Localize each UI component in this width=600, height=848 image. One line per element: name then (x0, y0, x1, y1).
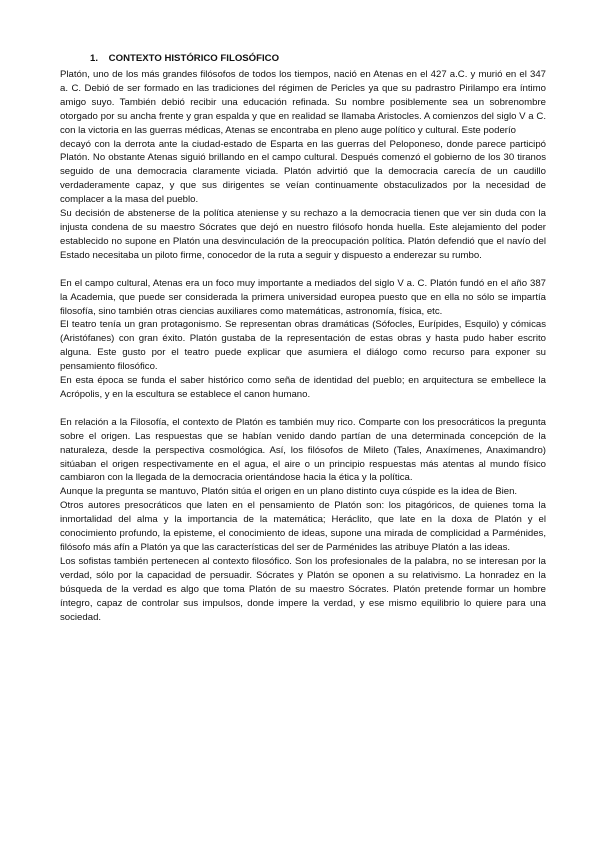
paragraph-academy: En el campo cultural, Atenas era un foco muy importante a mediados del siglo V a. C. Platón fundó en el año 387 la Academia, que puede ser considerada la primera universidad europea puesto que en ella no sólo se impartía filosofía, sino también otras ciencias auxiliares como matemáticas, astronomía, física, etc. (60, 277, 546, 317)
paragraph-philosophy: En relación a la Filosofía, el contexto de Platón es también muy rico. Comparte con los presocráticos la pregunta sobre el origen. Las respuestas que se habían venido dando partían de una determinada concepción de la naturaleza, desde la perspectiva cosmológica. Así, los filósofos de Mileto (Tales, Anaxímenes, Anaximandro) sitúaban el origen respectivamente en el agua, el aire o un principio respuestas más atentas al mundo físico cambiaron con la llegada de la democracia orientándose hacia la ética y la política. (60, 416, 546, 484)
section-heading (90, 52, 546, 66)
paragraph-good: Aunque la pregunta se mantuvo, Platón sitúa el origen en un plano distinto cuya cúspide es la idea de Bien. (60, 486, 518, 498)
paragraph-decline: decayó con la derrota ante la ciudad-estado de Esparta en las guerras del Peloponeso, donde parece participó Platón. No obstante Atenas siguió brillando en el campo cultural. Después comenzó el gobierno de los 30 tiranos seguido de una democracia claramente viciada. Platón advirtió que la democracia carecía de un caudillo verdaderamente capaz, y que sus dirigentes se veían continuamente obstaculizados por la necesidad de complacer a la masa del pueblo. (60, 138, 546, 206)
section-title: CONTEXTO HISTÓRICO FILOSÓFICO (108, 53, 280, 64)
paragraph-presocratics: Otros autores presocráticos que laten en el pensamiento de Platón son: los pitagóricos, de quienes toma la inmortalidad del alma y la importancia de la matemática; Heráclito, que late en la doxa de Platón y el conocimiento profundo, la episteme, el conocimiento de ideas, supone una mirada de complicidad a Parménides, filósofo más afín a Platón ya que las características del ser de Parménides las atribuye Platón a las ideas. (60, 500, 546, 553)
paragraph-politics: Su decisión de abstenerse de la política ateniense y su rechazo a la democracia tienen que ver sin duda con la injusta condena de su maestro Sócrates que dejó en nuestro filósofo honda huella. Este alejamiento del poder establecido no supone en Platón una desvinculación de la preocupación política. Platón defendió que el navío del Estado necesitaba un piloto firme, conocedor de la ruta a seguir y dispuesto a enderezar su rumbo. (60, 208, 546, 261)
paragraph-theater: El teatro tenía un gran protagonismo. Se representan obras dramáticas (Sófocles, Eurípides, Esquilo) y cómicas (Aristófanes) con gran éxito. Platón gustaba de la representación de estas obras y hasta pudo haber escrito alguna. Este gusto por el teatro puede explicar que asumiera el diálogo como recurso para exponer su pensamiento filosófico. (60, 319, 546, 373)
paragraph-sophists: Los sofistas también pertenecen al contexto filosófico. Son los profesionales de la palabra, no se interesan por la verdad, sólo por la capacidad de persuadir. Sócrates y Platón se oponen a su relativismo. La honradez en la búsqueda de la verdad es algo que toma Platón de su maestro Sócrates. Platón pretende formar un hombre íntegro, capaz de controlar sus impulsos, donde impere la verdad, y ese mismo equilibrio lo quiere para una sociedad. (60, 555, 546, 623)
section-number: 1. (90, 53, 99, 64)
paragraph-spacer (60, 263, 546, 277)
document-page (60, 52, 546, 624)
paragraph-history: En esta época se funda el saber histórico como seña de identidad del pueblo; en arquitectura se embellece la Acrópolis, y en la escultura se establece el canon humano. (60, 375, 546, 400)
paragraph-spacer (60, 402, 546, 416)
paragraph-biography: Platón, uno de los más grandes filósofos de todos los tiempos, nació en Atenas en el 427 a.C. y murió en el 347 a. C. Debió de ser formado en las tradiciones del régimen de Pericles ya que su padrastro Pirilampo era íntimo amigo suyo. También debió recibir una educación refinada. Su nombre posiblemente sea un sobrenombre otorgado por su ancha frente y gran espalda y que en realidad se llamaba Aristocles. A comienzos del siglo V a C. con la victoria en las guerras médicas, Atenas se encontraba en pleno auge político y cultural. Este poderío (60, 69, 546, 136)
